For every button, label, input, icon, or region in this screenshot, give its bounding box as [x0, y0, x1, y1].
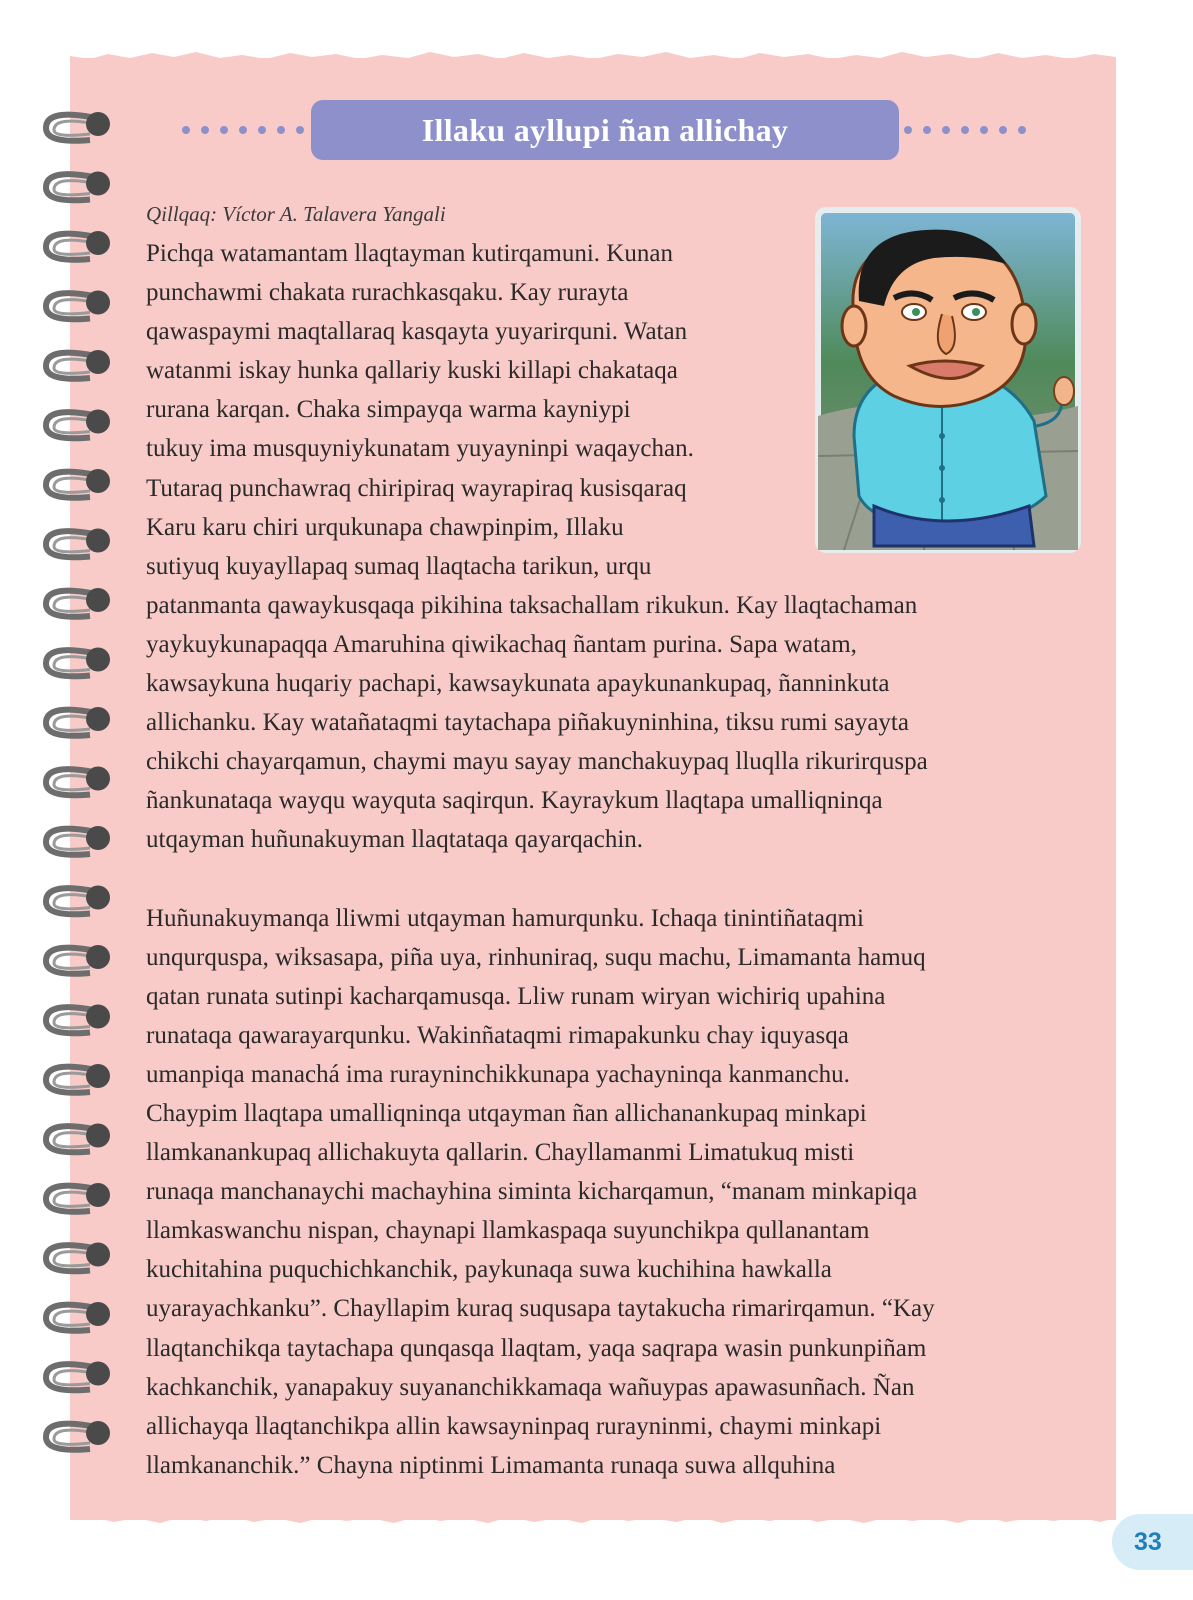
spiral-ring [46, 707, 110, 736]
spiral-ring [46, 1005, 110, 1034]
text-line: kachkanchik, yanapakuy suyananchikkamaqa wañuypas apawasunñach. Ñan [146, 1373, 915, 1401]
author-credit: Qillqaq: Víctor A. Talavera Yangali [146, 202, 446, 226]
spiral-ring [46, 648, 110, 677]
text-line: sutiyuq kuyayllapaq sumaq llaqtacha tarikun, urqu [146, 552, 652, 580]
text-line: patanmanta qawaykusqaqa pikihina taksachallam rikukun. Kay llaqtachaman [146, 591, 918, 619]
text-line: utqayman huñunakuyman llaqtataqa qayarqachin. [146, 826, 644, 854]
page-number: 33 [1112, 1514, 1193, 1570]
spiral-ring [46, 588, 110, 617]
text-line: yaykuykunapaqqa Amaruhina qiwikachaq ñantam purina. Sapa watam, [146, 630, 857, 658]
spiral-ring [46, 767, 110, 796]
paragraph-1 [146, 234, 1076, 860]
text-line: llamkaswanchu nispan, chaynapi llamkaspaqa suyunchikpa qullanantam [146, 1217, 870, 1245]
story-text [146, 234, 1076, 1485]
text-line: Huñunakuymanqa lliwmi utqayman hamurqunku. Ichaqa tinintiñataqmi [146, 904, 864, 932]
spiral-ring [46, 231, 110, 260]
text-line: Pichqa watamantam llaqtayman kutirqamuni. Kunan [146, 240, 673, 267]
text-line: umanpiqa manachá ima rurayninchikkunapa yachayninqa kanmanchu. [146, 1060, 850, 1088]
page-title: Illaku ayllupi ñan allichay [311, 100, 899, 160]
text-line: Karu karu chiri urqukunapa chawpinpim, Illaku [146, 513, 624, 541]
spiral-ring [46, 886, 110, 915]
text-line: Tutaraq punchawraq chiripiraq wayrapiraq kusisqaraq [146, 474, 687, 502]
text-line: watanmi iskay hunka qallariy kuski killapi chakataqa [146, 357, 678, 385]
torn-top-edge [70, 50, 1116, 64]
spiral-ring [46, 945, 110, 974]
text-line: uyarayachkanku”. Chayllapim kuraq suqusapa taytakucha rimarirqamun. “Kay [146, 1295, 935, 1323]
text-line: llamkananchik.” Chayna niptinmi Limamanta runaqa suwa allquhina [146, 1451, 836, 1479]
text-line: qawaspaymi maqtallaraq kasqayta yuyarirquni. Watan [146, 318, 688, 346]
dots-left-decoration [180, 124, 310, 136]
spiral-ring [46, 529, 110, 558]
paragraph-gap [146, 860, 1076, 899]
spiral-ring [46, 112, 110, 141]
spiral-ring [46, 1302, 110, 1331]
text-line: punchawmi chakata rurachkasqaku. Kay rurayta [146, 279, 629, 307]
spiral-ring [46, 410, 110, 439]
text-line: tukuy ima musquyniykunatam yuyayninpi waqaychan. [146, 435, 694, 463]
text-line: runataqa qawarayarqunku. Wakinñataqmi rimapakunku chay iquyasqa [146, 1021, 849, 1049]
text-line: kawsaykuna huqariy pachapi, kawsaykunata apaykunankupaq, ñanninkuta [146, 670, 890, 698]
text-line: llaqtanchikqa taytachapa qunqasqa llaqtam, yaqa saqrapa wasin punkunpiñam [146, 1334, 927, 1362]
spiral-binding-icon [38, 100, 118, 1500]
text-line: rurana karqan. Chaka simpayqa warma kayniypi [146, 396, 631, 424]
spiral-ring [46, 469, 110, 498]
spiral-ring [46, 1362, 110, 1391]
title-banner [180, 100, 1040, 164]
text-line: runaqa manchanaychi machayhina siminta kicharqamun, “manam minkapiqa [146, 1178, 918, 1206]
text-line: unqurquspa, wiksasapa, piña uya, rinhuniraq, suqu machu, Limamanta hamuq [146, 943, 926, 971]
spiral-ring [46, 1124, 110, 1153]
spiral-ring [46, 1243, 110, 1272]
spiral-ring [46, 350, 110, 379]
text-line: chikchi chayarqamun, chaymi mayu sayay manchakuypaq lluqlla rikurirquspa [146, 748, 928, 776]
spiral-ring [46, 826, 110, 855]
spiral-ring [46, 172, 110, 201]
text-line: allichanku. Kay watañataqmi taytachapa piñakuyninhina, tiksu rumi sayayta [146, 709, 909, 737]
dots-right-decoration [902, 124, 1032, 136]
text-line: allichayqa llaqtanchikpa allin kawsayninpaq rurayninmi, chaymi minkapi [146, 1412, 882, 1440]
spiral-ring [46, 1183, 110, 1212]
text-line: Chaypim llaqtapa umalliqninqa utqayman ñan allichanankupaq minkapi [146, 1099, 867, 1127]
text-line: kuchitahina puquchichkanchik, paykunaqa suwa kuchihina hawkalla [146, 1256, 832, 1284]
text-line: qatan runata sutinpi kacharqamusqa. Lliw runam wiryan wichiriq upahina [146, 982, 886, 1010]
text-line: llamkanankupaq allichakuyta qallarin. Chayllamanmi Limatukuq misti [146, 1139, 855, 1167]
text-line: ñankunataqa wayqu wayquta saqirqun. Kayraykum llaqtapa umalliqninqa [146, 787, 883, 815]
torn-bottom-edge [70, 1512, 1116, 1526]
paragraph-2 [146, 899, 1076, 1485]
spiral-ring [46, 1421, 110, 1450]
spiral-ring [46, 1064, 110, 1093]
spiral-ring [46, 291, 110, 320]
